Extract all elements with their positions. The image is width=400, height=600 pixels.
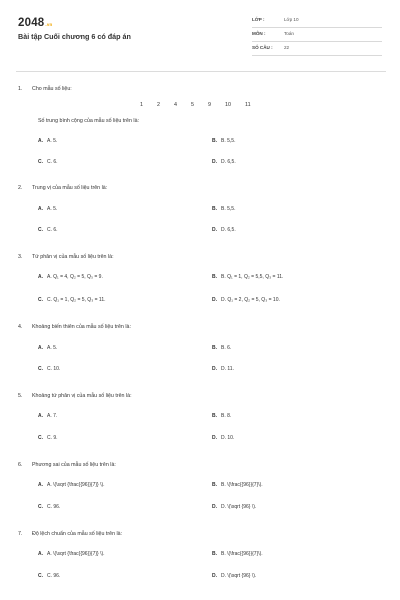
question-text: Phương sai của mẫu số liệu trên là: (32, 462, 116, 468)
meta-box (252, 14, 382, 56)
option-text: A. 5. (47, 206, 58, 212)
option-letter: D. (212, 435, 217, 441)
option-text: A. \(\sqrt {\frac{{96}}{7}} \). (47, 551, 105, 557)
option-text: C. 96. (47, 504, 61, 510)
option-letter: A. (38, 345, 43, 351)
option-b[interactable] (212, 274, 283, 280)
option-text: A. 5. (47, 138, 58, 144)
option-text: D. 11. (221, 366, 234, 372)
option-a[interactable] (38, 482, 105, 488)
meta-key-class: LỚP : (252, 17, 265, 22)
option-letter: D. (212, 227, 217, 233)
option-text: A. 7. (47, 413, 58, 419)
meta-value-class: Lớp 10 (284, 17, 299, 22)
option-letter: A. (38, 138, 43, 144)
sample-value: 2 (157, 102, 160, 108)
question-number: 7. (18, 531, 23, 537)
option-letter: B. (212, 345, 217, 351)
option-text: D. 6,5. (221, 227, 236, 233)
option-text: B. 5,5. (221, 138, 236, 144)
question-number: 3. (18, 254, 23, 260)
option-a[interactable] (38, 551, 105, 557)
question-1 (18, 86, 72, 92)
option-text: B. Q₁ = 1, Q₂ = 5,5, Q₃ = 11. (221, 274, 284, 280)
option-c[interactable] (38, 504, 60, 510)
option-c[interactable] (38, 297, 106, 303)
option-letter: C. (38, 504, 43, 510)
question-3 (18, 254, 114, 260)
option-text: D. 6,5. (221, 159, 236, 165)
option-text: B. \(\frac{{96}}{7}\). (221, 551, 263, 557)
option-c[interactable] (38, 435, 58, 441)
option-letter: A. (38, 482, 43, 488)
option-c[interactable] (38, 159, 58, 165)
option-text: C. 6. (47, 159, 58, 165)
option-b[interactable] (212, 138, 235, 144)
meta-row-class (252, 14, 382, 28)
question-number: 6. (18, 462, 23, 468)
option-c[interactable] (38, 573, 60, 579)
option-text: C. 6. (47, 227, 58, 233)
sample-value: 5 (191, 102, 194, 108)
option-d[interactable] (212, 159, 236, 165)
option-text: D. Q₁ = 2, Q₂ = 5, Q₃ = 10. (221, 297, 280, 303)
question-text: Cho mẫu số liệu: (32, 86, 72, 92)
option-letter: C. (38, 159, 43, 165)
option-letter: C. (38, 435, 43, 441)
question-text: Khoảng tứ phân vị của mẫu số liệu trên là: (32, 393, 132, 399)
meta-value-subject: Toán (284, 31, 294, 36)
option-letter: C. (38, 297, 43, 303)
logo-text: 2048 (18, 17, 45, 29)
meta-row-subject (252, 28, 382, 42)
option-letter: C. (38, 227, 43, 233)
header-divider (16, 71, 386, 72)
site-logo[interactable] (18, 17, 53, 29)
option-text: B. \(\frac{{96}}{7}\). (221, 482, 263, 488)
sample-data (140, 102, 265, 108)
option-c[interactable] (38, 227, 58, 233)
option-d[interactable] (212, 366, 234, 372)
option-b[interactable] (212, 345, 231, 351)
question-2 (18, 185, 107, 191)
option-text: C. 96. (47, 573, 61, 579)
option-a[interactable] (38, 274, 103, 280)
option-text: D. \(\sqrt {96} \). (221, 504, 257, 510)
option-d[interactable] (212, 573, 256, 579)
option-b[interactable] (212, 482, 263, 488)
question-number: 4. (18, 324, 23, 330)
option-letter: B. (212, 413, 217, 419)
option-letter: A. (38, 551, 43, 557)
option-letter: A. (38, 206, 43, 212)
sample-value: 1 (140, 102, 143, 108)
option-d[interactable] (212, 227, 236, 233)
option-a[interactable] (38, 413, 57, 419)
option-b[interactable] (212, 413, 231, 419)
question-number: 1. (18, 86, 23, 92)
option-text: B. 5,5. (221, 206, 236, 212)
sample-value: 9 (208, 102, 211, 108)
option-letter: A. (38, 274, 43, 280)
sample-value: 4 (174, 102, 177, 108)
option-text: C. Q₁ = 1, Q₂ = 5, Q₃ = 11. (47, 297, 106, 303)
option-letter: C. (38, 366, 43, 372)
option-a[interactable] (38, 345, 57, 351)
sample-value: 11 (245, 102, 251, 108)
option-text: C. 9. (47, 435, 58, 441)
option-a[interactable] (38, 138, 57, 144)
question-4 (18, 324, 131, 330)
option-letter: B. (212, 138, 217, 144)
logo-domain: .vn (45, 22, 53, 27)
question-subtext: Số trung bình cộng của mẫu số liệu trên là: (38, 118, 139, 124)
option-text: D. 10. (221, 435, 235, 441)
option-text: B. 8. (221, 413, 232, 419)
option-text: C. 10. (47, 366, 61, 372)
option-text: D. \(\sqrt {96} \). (221, 573, 257, 579)
question-text: Tứ phân vị của mẫu số liệu trên là: (32, 254, 114, 260)
meta-value-count: 22 (284, 45, 290, 50)
page-title: Bài tập Cuối chương 6 có đáp án (18, 32, 131, 41)
option-d[interactable] (212, 435, 234, 441)
question-number: 2. (18, 185, 23, 191)
question-text: Độ lệch chuẩn của mẫu số liệu trên là: (32, 531, 123, 537)
meta-row-count (252, 42, 382, 56)
option-a[interactable] (38, 206, 57, 212)
option-c[interactable] (38, 366, 60, 372)
option-text: B. 6. (221, 345, 232, 351)
option-letter: D. (212, 504, 217, 510)
question-text: Khoảng biến thiên của mẫu số liệu trên là: (32, 324, 131, 330)
option-b[interactable] (212, 551, 263, 557)
option-b[interactable] (212, 206, 235, 212)
option-d[interactable] (212, 504, 256, 510)
question-text: Trung vị của mẫu số liệu trên là: (32, 185, 108, 191)
question-6 (18, 462, 116, 468)
question-7 (18, 531, 122, 537)
option-letter: D. (212, 366, 217, 372)
option-letter: B. (212, 274, 217, 280)
option-d[interactable] (212, 297, 280, 303)
option-letter: D. (212, 159, 217, 165)
meta-key-subject: MÔN : (252, 31, 266, 36)
option-letter: B. (212, 482, 217, 488)
question-5 (18, 393, 132, 399)
option-letter: B. (212, 551, 217, 557)
sample-value: 10 (225, 102, 231, 108)
question-number: 5. (18, 393, 23, 399)
option-text: A. 5. (47, 345, 58, 351)
meta-key-count: SỐ CÂU : (252, 45, 273, 50)
option-letter: C. (38, 573, 43, 579)
option-text: A. \(\sqrt {\frac{{96}}{7}} \). (47, 482, 105, 488)
option-letter: A. (38, 413, 43, 419)
option-letter: D. (212, 297, 217, 303)
option-letter: D. (212, 573, 217, 579)
page-header (0, 0, 400, 56)
option-text: A. Q₁ = 4, Q₂ = 5, Q₃ = 9. (47, 274, 103, 280)
option-letter: B. (212, 206, 217, 212)
